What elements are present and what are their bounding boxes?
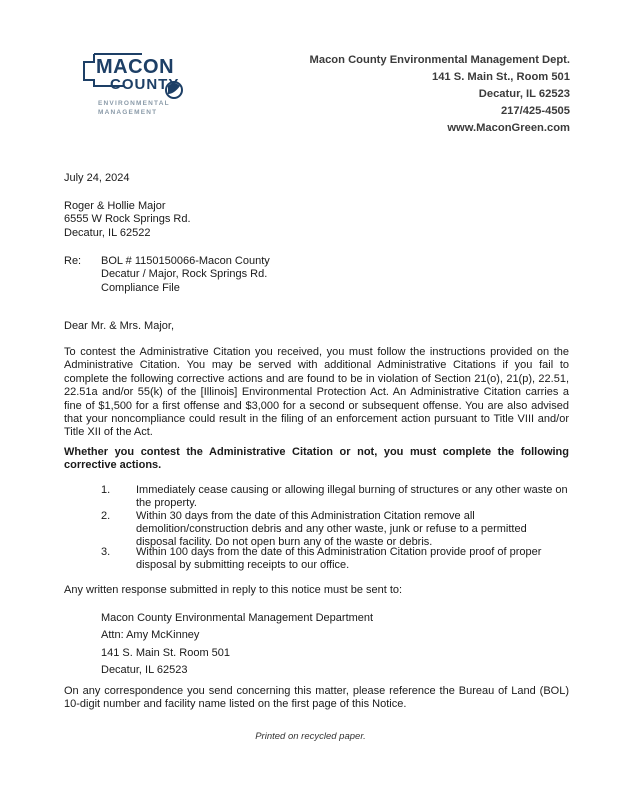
- org-address1: 141 S. Main St., Room 501: [431, 71, 570, 83]
- org-phone: 217/425-4505: [500, 105, 570, 117]
- logo-environmental-text: ENVIRONMENTAL: [98, 100, 170, 107]
- re-block: [101, 255, 270, 295]
- action-item: Within 100 days from the date of this Administration Citation provide proof of proper disposal by submitting receipts to our office.: [136, 546, 542, 571]
- response-address-line3: 141 S. Main St. Room 501: [101, 646, 231, 659]
- response-address-line4: Decatur, IL 62523: [101, 663, 188, 676]
- paragraph-instructions: To contest the Administrative Citation you received, you must follow the instructions provided on the Administrative Citation. You may be served with additional Administrative Citations if you fail to complete the following corrective actions and are found to be in violation of Section 21(o), 21(p), 22.51, 22.51a and/or 55(k) of the [Illinois] Environmental Protection Act. An Administrative Citation carries a fine of $1,500 for a first offense and $3,000 for a second or subsequent offense. You are also advised that your noncompliance could result in the filing of an enforcement action pursuant to Title VIII and/or Title XII of the Act.: [64, 346, 569, 439]
- recipient-block: [64, 200, 191, 240]
- salutation: Dear Mr. & Mrs. Major,: [64, 320, 175, 332]
- response-address-line2: Attn: Amy McKinney: [101, 629, 200, 642]
- closing-paragraph: On any correspondence you send concerning this matter, please reference the Bureau of Land (BOL) 10-digit number and facility name listed on the first page of this Notice.: [64, 685, 569, 711]
- logo-county-text: COUNTY: [110, 76, 180, 93]
- footer-recycled-note: Printed on recycled paper.: [255, 731, 366, 742]
- re-line2: Decatur / Major, Rock Springs Rd.: [101, 268, 268, 281]
- re-line1: BOL # 1150150066-Macon County: [101, 255, 270, 267]
- action-item: Immediately cease causing or allowing illegal burning of structures or any other waste on the property.: [136, 484, 568, 509]
- org-info: [310, 52, 570, 137]
- logo-macon-text: MACON: [96, 56, 175, 78]
- action-number: 3.: [101, 546, 111, 558]
- recipient-name: Roger & Hollie Major: [64, 200, 166, 212]
- re-label: Re:: [64, 255, 82, 267]
- response-intro: Any written response submitted in reply to this notice must be sent to:: [64, 584, 403, 596]
- recipient-street: 6555 W Rock Springs Rd.: [64, 213, 191, 226]
- action-number: 1.: [101, 484, 111, 496]
- action-number: 2.: [101, 510, 111, 522]
- logo-management-text: MANAGEMENT: [98, 109, 158, 116]
- org-address2: Decatur, IL 62523: [478, 88, 570, 100]
- response-address: [101, 610, 373, 679]
- org-name: Macon County Environmental Management Dept.: [309, 54, 570, 66]
- response-address-line1: Macon County Environmental Management Department: [101, 612, 374, 624]
- letter-date: July 24, 2024: [64, 172, 130, 184]
- action-item: Within 30 days from the date of this Administration Citation remove all demolition/construction debris and any other waste, junk or refuse to a permitted disposal facility. Do not open burn any of the waste or debris.: [136, 510, 527, 548]
- re-line3: Compliance File: [101, 281, 180, 294]
- macon-county-logo: [80, 50, 190, 128]
- org-website[interactable]: www.MaconGreen.com: [447, 122, 570, 134]
- recipient-city: Decatur, IL 62522: [64, 226, 151, 239]
- corrective-actions-heading: Whether you contest the Administrative Citation or not, you must complete the following corrective actions.: [64, 446, 569, 472]
